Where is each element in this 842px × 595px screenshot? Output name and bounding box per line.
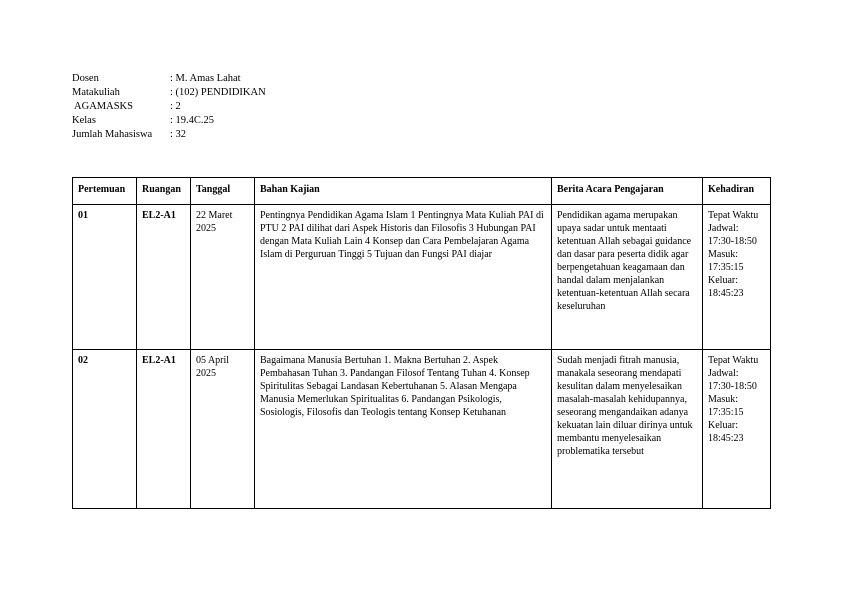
cell-tanggal: 05 April 2025: [191, 350, 255, 509]
cell-kehadiran: Tepat Waktu Jadwal: 17:30-18:50 Masuk: 17:35:15 Keluar: 18:45:23: [703, 205, 771, 350]
cell-tanggal: 22 Maret 2025: [191, 205, 255, 350]
info-row-dosen: [72, 72, 266, 86]
header-berita-acara: Berita Acara Pengajaran: [552, 178, 703, 205]
info-label: AGAMASKS: [72, 101, 133, 112]
header-kehadiran: Kehadiran: [703, 178, 771, 205]
teaching-journal-table: [72, 177, 771, 509]
info-label: Kelas: [72, 115, 96, 126]
info-value: : M. Amas Lahat: [170, 73, 241, 84]
info-label: Dosen: [72, 73, 99, 84]
info-value: : (102) PENDIDIKAN: [170, 87, 266, 98]
info-value: : 2: [170, 101, 181, 112]
info-row-jumlah-mahasiswa: [72, 128, 266, 142]
cell-pertemuan: 01: [73, 205, 137, 350]
info-label: Matakuliah: [72, 87, 120, 98]
cell-ruangan: EL2-A1: [137, 205, 191, 350]
header-bahan-kajian: Bahan Kajian: [255, 178, 552, 205]
table-row: [73, 350, 771, 509]
course-info: [72, 72, 266, 142]
info-row-kelas: [72, 114, 266, 128]
cell-ruangan: EL2-A1: [137, 350, 191, 509]
cell-kehadiran: Tepat Waktu Jadwal: 17:30-18:50 Masuk: 17:35:15 Keluar: 18:45:23: [703, 350, 771, 509]
header-pertemuan: Pertemuan: [73, 178, 137, 205]
table-row: [73, 205, 771, 350]
cell-berita-acara: Pendidikan agama merupakan upaya sadar untuk mentaati ketentuan Allah sebagai guidance dan dasar para peserta didik agar berpengetahuan keagamaan dan handal dalam menjalankan ketentuan-ketentuan Allah secara keseluruhan: [552, 205, 703, 350]
info-row-sks: [72, 100, 266, 114]
cell-pertemuan: 02: [73, 350, 137, 509]
info-value: : 19.4C.25: [170, 115, 215, 126]
info-label: Jumlah Mahasiswa: [72, 129, 153, 140]
table-header-row: [73, 178, 771, 205]
info-value: : 32: [170, 129, 187, 140]
cell-bahan-kajian: Bagaimana Manusia Bertuhan 1. Makna Bertuhan 2. Aspek Pembahasan Tuhan 3. Pandangan Filosof Tentang Tuhan 4. Konsep Spiritulitas Sebagai Landasan Kebertuhanan 5. Alasan Mengapa Manusia Memerlukan Spiritualitas 6. Pandangan Psikologis, Sosiologis, Filosofis dan Teologis tentang Konsep Ketuhanan: [255, 350, 552, 509]
header-tanggal: Tanggal: [191, 178, 255, 205]
cell-berita-acara: Sudah menjadi fitrah manusia, manakala seseorang mendapati kesulitan dalam menyelesaikan masalah-masalah kehidupannya, seseorang mengandaikan adanya kekuatan lain diluar dirinya untuk membantu menyelesaikan problematika tersebut: [552, 350, 703, 509]
info-row-matakuliah: [72, 86, 266, 100]
header-ruangan: Ruangan: [137, 178, 191, 205]
cell-bahan-kajian: Pentingnya Pendidikan Agama Islam 1 Pentingnya Mata Kuliah PAI di PTU 2 PAI dilihat dari Aspek Historis dan Filosofis 3 Hubungan PAI dengan Mata Kuliah Lain 4 Konsep dan Cara Pembelajaran Agama Islam di Perguruan Tinggi 5 Tujuan dan Fungsi PAI diajar: [255, 205, 552, 350]
